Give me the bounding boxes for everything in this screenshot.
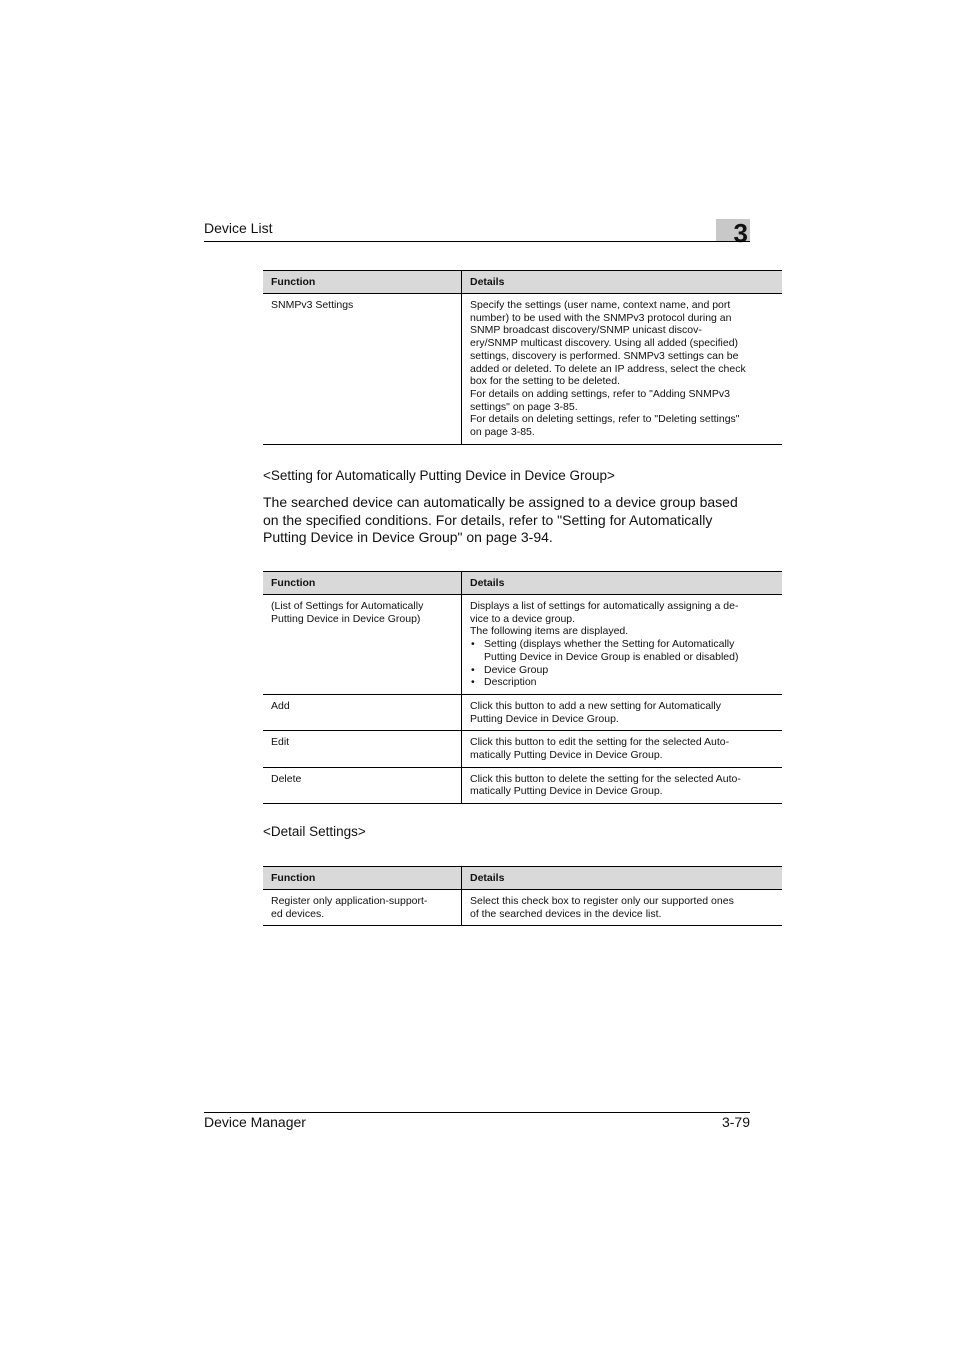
details-line: number) to be used with the SNMPv3 protocol during an — [470, 311, 732, 324]
details-cell — [462, 294, 783, 445]
paragraph-line: The searched device can automatically be assigned to a device group based — [263, 494, 738, 510]
table-row — [263, 731, 782, 767]
details-line: vice to a device group. — [470, 612, 576, 625]
chapter-number-tab — [716, 218, 750, 248]
section-heading-auto-group: <Setting for Automatically Putting Device in Device Group> — [263, 468, 615, 483]
function-line: (List of Settings for Automatically — [271, 600, 424, 612]
function-cell — [263, 595, 462, 695]
chapter-number: 3 — [733, 218, 748, 248]
table-header-row — [263, 867, 782, 890]
bullet-line: • Description — [484, 676, 537, 689]
function-cell: Delete — [263, 767, 462, 803]
bullet-line: • Device Group — [484, 663, 549, 676]
details-line: matically Putting Device in Device Group. — [470, 785, 663, 798]
function-cell: Edit — [263, 731, 462, 767]
column-header-details: Details — [462, 572, 783, 595]
details-line: For details on deleting settings, refer to "Deleting settings" — [470, 413, 740, 426]
table-row — [263, 767, 782, 803]
details-line: Select this check box to register only our supported ones — [470, 895, 734, 907]
details-cell — [462, 731, 783, 767]
function-cell: SNMPv3 Settings — [263, 294, 462, 445]
details-line: on page 3-85. — [470, 426, 535, 439]
details-line: Displays a list of settings for automatically assigning a de- — [470, 600, 739, 612]
details-cell — [462, 890, 783, 926]
column-header-details: Details — [462, 867, 783, 890]
footer-rule — [204, 1112, 750, 1113]
bullet-item — [470, 638, 774, 663]
running-footer-title: Device Manager — [204, 1114, 306, 1130]
details-cell — [462, 767, 783, 803]
details-line: matically Putting Device in Device Group. — [470, 749, 663, 762]
bullet-item — [470, 676, 774, 689]
details-line: For details on adding settings, refer to "Adding SNMPv3 — [470, 387, 730, 400]
column-header-function: Function — [263, 867, 462, 890]
table-row — [263, 595, 782, 695]
table-row — [263, 890, 782, 926]
details-line: Putting Device in Device Group. — [470, 712, 619, 725]
details-line: Specify the settings (user name, context name, and port — [470, 299, 731, 311]
details-line: added or deleted. To delete an IP address, select the check — [470, 362, 746, 375]
column-header-function: Function — [263, 572, 462, 595]
details-cell — [462, 595, 783, 695]
paragraph-line: on the specified conditions. For details, refer to "Setting for Automatically — [263, 511, 713, 528]
details-bullet-list — [470, 638, 774, 689]
detail-settings-function-table — [263, 866, 782, 926]
bullet-line: • Setting (displays whether the Setting for Automatically — [484, 638, 735, 651]
details-line: of the searched devices in the device list. — [470, 907, 662, 920]
table-row — [263, 294, 782, 445]
snmpv3-function-table — [263, 270, 782, 445]
table-header-row — [263, 572, 782, 595]
section-paragraph — [263, 494, 753, 547]
function-cell: Add — [263, 694, 462, 730]
paragraph-line: Putting Device in Device Group" on page 3-94. — [263, 529, 553, 546]
running-header-title: Device List — [204, 220, 273, 236]
function-line: Register only application-support- — [271, 895, 428, 907]
function-line: Putting Device in Device Group) — [271, 612, 421, 625]
column-header-function: Function — [263, 271, 462, 294]
header-rule — [204, 241, 750, 242]
details-line: settings" on page 3-85. — [470, 400, 578, 413]
function-line: ed devices. — [271, 907, 325, 920]
details-line: Click this button to delete the setting for the selected Auto- — [470, 772, 741, 785]
bullet-item — [470, 664, 774, 677]
page-number: 3-79 — [721, 1114, 750, 1130]
function-cell — [263, 890, 462, 926]
column-header-details: Details — [462, 271, 783, 294]
details-line: settings, discovery is performed. SNMPv3 settings can be — [470, 349, 739, 362]
section-heading-detail-settings: <Detail Settings> — [263, 824, 366, 839]
details-line: box for the setting to be deleted. — [470, 375, 621, 388]
details-line: ery/SNMP multicast discovery. Using all added (specified) — [470, 337, 739, 350]
details-cell — [462, 694, 783, 730]
details-line: SNMP broadcast discovery/SNMP unicast discov- — [470, 324, 702, 337]
details-line: Click this button to edit the setting for the selected Auto- — [470, 736, 730, 749]
details-line: Click this button to add a new setting for Automatically — [470, 699, 721, 712]
table-header-row — [263, 271, 782, 294]
table-row — [263, 694, 782, 730]
auto-group-function-table — [263, 571, 782, 804]
details-line: The following items are displayed. — [470, 625, 629, 638]
bullet-line: Putting Device in Device Group is enabled or disabled) — [484, 650, 739, 663]
